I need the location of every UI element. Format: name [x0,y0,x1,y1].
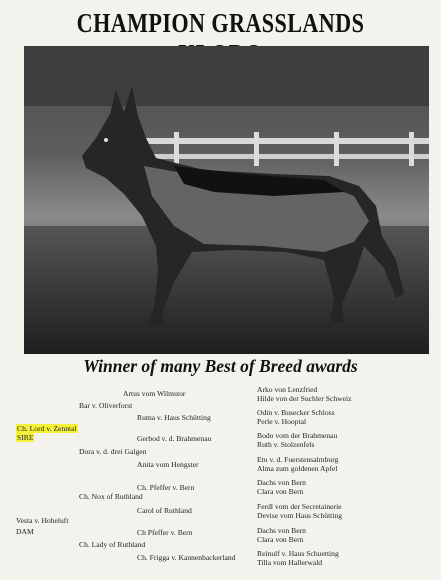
page-title: CHAMPION GRASSLANDS [76,8,365,38]
pedigree-entry: Anita vom Hengster [137,460,199,469]
dog-photo [24,46,429,354]
pedigree-entry: Ch. Frigga v. Kannenbackerland [137,553,236,562]
ancestor: Hilde von der Suchler Schweiz [257,394,352,403]
pedigree-entry: Carol of Ruthland [137,506,192,515]
pedigree-entry: Ch. Nox of Ruthland [79,492,143,501]
pedigree-entry: Ruma v. Haus Schütting [137,413,211,422]
pedigree-entry: Artus vom Wilmstor [123,389,186,398]
ancestor: Perle v. Hooptal [257,417,307,426]
ancestor: Ruth v. Stolzenfels [257,440,315,449]
pedigree-entry: Bar v. Oliverforst [79,401,133,410]
dam-label: DAM [16,527,34,536]
ancestor: Arko von Lenzfried [257,385,318,394]
ancestor: Alma zum goldenen Apfel [257,464,338,473]
ancestor: Clara von Bern [257,535,304,544]
pedigree-entry: Ch Pfeffer v. Bern [137,528,193,537]
ancestor: Reinulf v. Haus Schuetting [257,549,339,558]
pedigree-entry: Ch. Lady of Ruthland [79,540,146,549]
sire-name: Ch. Lord v. Zenntal [17,424,77,433]
ancestor: Dachs von Bern [257,478,306,487]
ancestor: Devise vom Haus Schütting [257,511,342,520]
pedigree-entry: Ch. Pfeffer v. Bern [137,483,195,492]
ancestor: Tilla vom Hallerwald [257,558,323,567]
sire-label: SIRE [17,433,34,442]
ancestor: Etu v. d. Fuerstensalmburg [257,455,339,464]
pedigree-entry: Vesta v. Hoheluft [16,516,69,525]
ancestor: Ferdl vom der Secretainerie [257,502,342,511]
ancestor: Dachs von Bern [257,526,306,535]
subtitle: Winner of many Best of Breed awards [83,356,358,376]
pedigree-entry: Gerbod v. d. Brahmenau [137,434,212,443]
ancestor: Clara von Bern [257,487,304,496]
pedigree-entry: Dora v. d. drei Galgen [79,447,147,456]
ancestor: Odin v. Busecker Schloss [257,408,335,417]
ancestor: Bodo vom der Brahmenau [257,431,338,440]
